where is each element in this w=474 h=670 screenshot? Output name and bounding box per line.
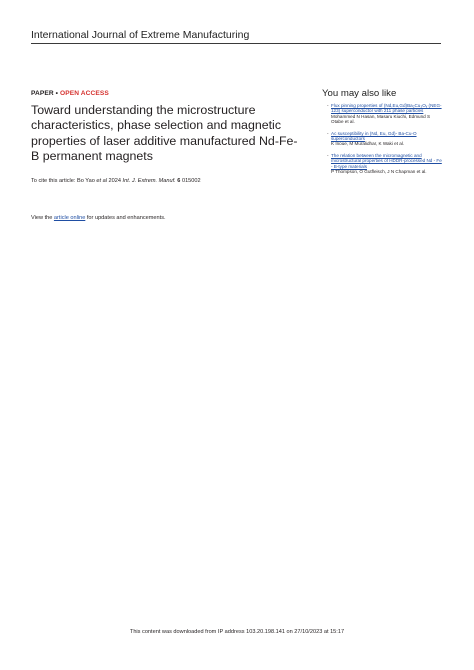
related-item [327, 130, 443, 147]
label-separator: • [53, 90, 61, 97]
view-online-prefix: View the [31, 215, 54, 221]
related-item-title-link[interactable]: Flux pinning properties of (Nd,Eu,Gd)Ba₂Cu₃Oᵧ (NEG-123) superconductor with 211 phase particles [331, 103, 442, 114]
open-access-label: OPEN ACCESS [60, 90, 109, 97]
article-title: Toward understanding the microstructure characteristics, phase selection and magnetic properties of laser additive manufactured Nd-Fe-B permanent magnets [31, 103, 298, 164]
related-item-authors: Mohammed N Hasan, Masaru Kiuchi, Edmund S Otabe et al. [331, 113, 431, 125]
view-online-line [31, 215, 166, 221]
related-articles-list [327, 103, 443, 180]
related-item-bullet: - [327, 103, 329, 108]
article-online-link[interactable]: article online [53, 215, 86, 221]
related-item-bullet: - [327, 152, 329, 158]
citation-et-al: et al [96, 178, 107, 184]
related-item-authors: K Inoue, M Muralidhar, K Waki et al. [331, 141, 405, 147]
related-item-authors: P Thompson, O Gutfleisch, J N Chapman et al. [331, 169, 427, 175]
citation-article-number: 015002 [180, 178, 201, 184]
header-divider [31, 43, 441, 44]
related-item-title-link[interactable]: The relation between the micromagnetic and microstructural properties of HDDR-processed Nd - Fe - B-type materials [331, 152, 442, 169]
citation-year: 2024 [106, 178, 123, 184]
download-footer: This content was downloaded from IP address 103.20.198.141 on 27/10/2023 at 15:17 [129, 629, 345, 635]
article-type-line [31, 90, 109, 97]
citation-volume: 6 [177, 178, 181, 184]
related-item-bullet: - [327, 130, 329, 136]
journal-name: International Journal of Extreme Manufacturing [31, 29, 250, 41]
related-heading: You may also like [322, 88, 397, 99]
related-item [327, 152, 443, 175]
citation-prefix: To cite this article: Bo Yao [31, 178, 97, 184]
related-item-title-link[interactable]: Ac susceptibility in (Nd, Eu, Gd)- Ba-Cu-O superconductors [331, 130, 417, 142]
citation-journal: Int. J. Extrem. Manuf. [122, 178, 176, 184]
view-online-suffix: for updates and enhancements. [85, 215, 166, 221]
citation-line [31, 178, 201, 184]
paper-label: PAPER [31, 90, 54, 97]
related-item [327, 103, 443, 125]
